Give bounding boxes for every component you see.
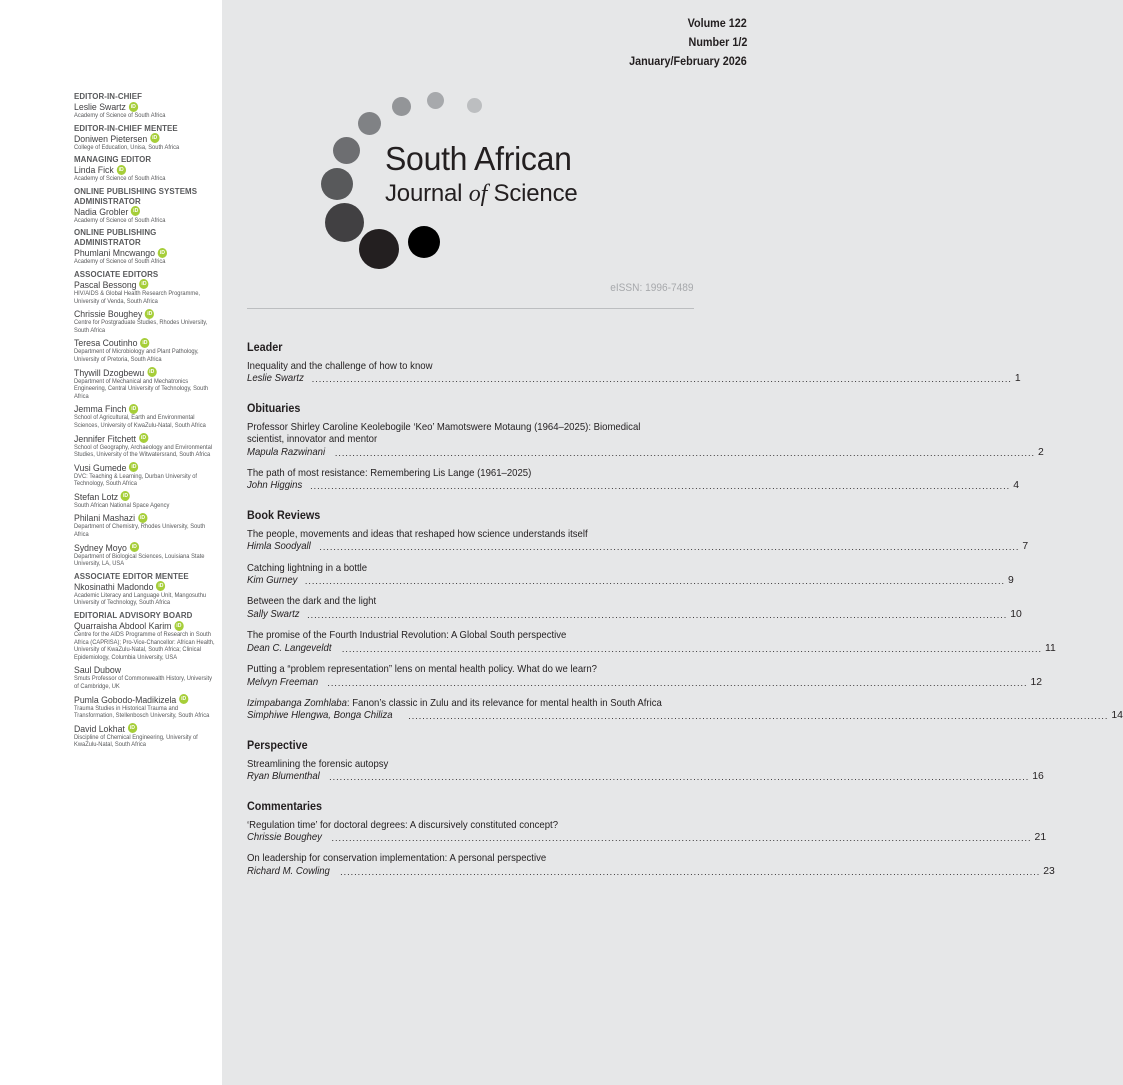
entry-title-text: Inequality and the challenge of how to know: [247, 361, 433, 372]
entry-author-line: [247, 642, 1056, 655]
orcid-icon[interactable]: iD: [156, 581, 165, 591]
entry-page-number: 7: [1022, 541, 1029, 553]
table-of-contents: [247, 340, 1123, 887]
entry-author: Ryan Blumenthal: [247, 771, 320, 783]
board-member: [74, 367, 220, 401]
toc-entry[interactable]: [247, 853, 1055, 878]
member-affiliation: College of Education, Unisa, South Africa: [74, 143, 180, 151]
member-name-row: [74, 512, 210, 523]
board-member: [74, 620, 220, 661]
entry-title[interactable]: [247, 759, 668, 771]
entry-page-number: 21: [1034, 831, 1047, 843]
member-name-row: [74, 694, 210, 705]
board-member: [74, 491, 220, 510]
member-affiliation: Centre for the AIDS Programme of Research in South Africa (CAPRISA); Pro-Vice-Chancellor: African Health, University of KwaZulu-Natal, South Africa; Clinical Epidemiology, Columbia University, USA: [74, 631, 215, 661]
entry-author: Sally Swartz: [247, 608, 300, 620]
entry-title-text: Professor Shirley Caroline Keolebogile ‘Keo’ Mamotswere Motaung (1964–2025): Biomedical scientist, innovator and mentor: [247, 421, 641, 446]
toc-section-heading: Perspective: [247, 737, 308, 752]
dot-leader: ........................................................................................................................................................................................................: [341, 643, 1042, 654]
volume-label: Volume 122: [687, 16, 747, 30]
toc-section-heading: Book Reviews: [247, 507, 321, 522]
dot-leader: ........................................................................................................................................................................................................: [340, 866, 1041, 877]
entry-author: Mapula Razwinani: [247, 446, 326, 458]
member-name: Teresa Coutinho: [74, 337, 138, 349]
entry-author: Dean C. Langeveldt: [247, 642, 332, 654]
entry-author: Himla Soodyall: [247, 541, 311, 553]
board-section-heading: ONLINE PUBLISHING SYSTEMS ADMINISTRATOR: [74, 185, 198, 206]
member-name-row: [74, 279, 210, 290]
member-name-row: [74, 308, 210, 319]
board-member: [74, 337, 220, 363]
member-name-row: [74, 462, 210, 473]
entry-author-line: [247, 373, 1021, 385]
orcid-icon[interactable]: iD: [129, 462, 138, 472]
member-affiliation: Department of Biological Sciences, Louisiana State University, LA, USA: [74, 552, 205, 568]
board-section-heading: ONLINE PUBLISHING ADMINISTRATOR: [74, 227, 157, 248]
logo-dot: [427, 92, 444, 109]
member-name: Nkosinathi Madondo: [74, 580, 154, 592]
entry-author-line: [247, 575, 1014, 587]
entry-title-text: The path of most resistance: Remembering Lis Lange (1961–2025): [247, 468, 532, 480]
board-member: [74, 308, 220, 334]
dot-leader: ........................................................................................................................................................................................................: [408, 711, 1109, 722]
member-name: Linda Fick: [74, 164, 114, 176]
entry-title-text: ‘Regulation time’ for doctoral degrees: A discursively constituted concept?: [247, 819, 559, 831]
logo-dot: [392, 97, 411, 116]
member-affiliation: School of Agricultural, Earth and Environmental Sciences, University of KwaZulu-Natal, South Africa: [74, 414, 206, 429]
orcid-icon[interactable]: iD: [117, 165, 126, 175]
entry-title[interactable]: [247, 630, 668, 642]
toc-entry[interactable]: [247, 528, 1029, 554]
entry-title-text: Catching lightning in a bottle: [247, 562, 368, 574]
board-member: [74, 462, 220, 488]
board-member: [74, 206, 220, 225]
board-member: [74, 247, 220, 266]
eissn-label: eISSN: 1996-7489: [610, 282, 694, 294]
dot-leader: ........................................................................................................................................................................................................: [310, 481, 1011, 492]
entry-title[interactable]: [247, 853, 668, 865]
entry-title-text: : Fanon’s classic in Zulu and its relevance for mental health in South Africa: [346, 697, 662, 709]
member-name: Quarraisha Abdool Karim: [74, 620, 172, 632]
entry-title[interactable]: [247, 361, 668, 373]
board-member: [74, 101, 220, 120]
header-divider: [247, 308, 694, 309]
member-name-row: [74, 620, 210, 631]
orcid-icon[interactable]: iD: [128, 723, 137, 733]
entry-author-line: [247, 676, 1043, 689]
member-name: Vusi Gumede: [74, 461, 127, 473]
member-affiliation: Academy of Science of South Africa: [74, 258, 166, 266]
journal-name-line2: Journal of Science: [385, 180, 578, 207]
entry-title-text: Streamlining the forensic autopsy: [247, 758, 389, 770]
orcid-icon[interactable]: iD: [121, 491, 130, 501]
member-name: Stefan Lotz: [74, 490, 119, 502]
issue-date-label: January/February 2026: [629, 54, 747, 68]
member-name: David Lokhat: [74, 722, 125, 734]
orcid-icon[interactable]: iD: [139, 279, 148, 289]
logo-dot: [408, 226, 440, 258]
member-name-row: [74, 664, 210, 675]
orcid-icon[interactable]: iD: [131, 206, 140, 216]
orcid-icon[interactable]: iD: [130, 542, 139, 552]
entry-author-line: [247, 480, 1019, 492]
board-section-heading: EDITOR-IN-CHIEF MENTEE: [74, 122, 178, 133]
entry-title-text: Between the dark and the light: [247, 596, 377, 608]
entry-title[interactable]: [247, 596, 668, 608]
entry-author: Simphiwe Hlengwa, Bonga Chiliza: [247, 710, 393, 722]
board-member: [74, 694, 220, 720]
entry-title-text: The promise of the Fourth Industrial Revolution: A Global South perspective: [247, 630, 567, 642]
entry-author-line: [247, 710, 1123, 722]
member-affiliation: School of Geography, Archaeology and Environmental Studies, University of the Witwatersrand, South Africa: [74, 443, 213, 459]
member-name-row: [74, 164, 210, 175]
entry-page-number: 16: [1032, 771, 1044, 783]
member-affiliation: Smuts Professor of Commonwealth History, University of Cambridge, UK: [74, 675, 213, 690]
toc-entry[interactable]: [247, 468, 1019, 493]
board-section-heading: EDITOR-IN-CHIEF: [74, 91, 143, 101]
member-name-row: [74, 581, 210, 592]
orcid-icon[interactable]: iD: [174, 621, 183, 631]
dot-leader: ........................................................................................................................................................................................................: [331, 832, 1032, 843]
member-affiliation: HIV/AIDS & Global Health Research Programme, University of Venda, South Africa: [74, 289, 201, 305]
toc-entry[interactable]: [247, 697, 1123, 723]
board-member: [74, 723, 220, 749]
entry-page-number: 4: [1013, 480, 1019, 492]
board-member: [74, 279, 220, 305]
member-affiliation: Academy of Science of South Africa: [74, 175, 166, 183]
member-affiliation: Department of Microbiology and Plant Pathology, University of Pretoria, South Africa: [74, 348, 199, 363]
entry-title[interactable]: [247, 820, 668, 832]
member-name-row: [74, 206, 210, 217]
board-section-heading: ASSOCIATE EDITORS: [74, 268, 159, 279]
logo-dot: [467, 98, 482, 113]
member-name-row: [74, 337, 210, 348]
dot-leader: ........................................................................................................................................................................................................: [307, 609, 1008, 620]
journal-name-line1: South African: [385, 140, 572, 177]
entry-page-number: 14: [1111, 710, 1123, 722]
member-name: Jemma Finch: [74, 403, 127, 415]
member-name-row: [74, 542, 210, 553]
logo-dot: [358, 112, 381, 135]
entry-title-italic: Izimpabanga Zomhlaba: [247, 697, 347, 709]
orcid-icon[interactable]: iD: [150, 133, 159, 143]
member-name: Thywill Dzogbewu: [74, 366, 145, 378]
entry-page-number: 23: [1043, 865, 1055, 877]
member-name: Sydney Moyo: [74, 541, 127, 553]
member-name: Philani Mashazi: [74, 512, 136, 524]
orcid-icon[interactable]: iD: [138, 513, 147, 523]
dot-leader: ........................................................................................................................................................................................................: [311, 374, 1012, 385]
toc-entry[interactable]: [247, 562, 1014, 588]
member-name: Nadia Grobler: [74, 205, 129, 217]
member-affiliation: Department of Chemistry, Rhodes University, South Africa: [74, 523, 206, 539]
member-name: Leslie Swartz: [74, 101, 126, 112]
board-member: [74, 164, 220, 183]
entry-page-number: 1: [1014, 373, 1021, 385]
board-member: [74, 542, 220, 568]
entry-author-line: [247, 865, 1055, 878]
board-member: [74, 512, 220, 538]
member-name-row: [74, 101, 210, 112]
orcid-icon[interactable]: iD: [129, 102, 138, 112]
entry-title[interactable]: [247, 698, 668, 710]
entry-page-number: 2: [1038, 446, 1044, 458]
orcid-icon[interactable]: iD: [158, 248, 167, 258]
board-member: [74, 664, 220, 690]
member-affiliation: Academy of Science of South Africa: [74, 216, 166, 224]
member-name-row: [74, 723, 210, 734]
dot-leader: ........................................................................................................................................................................................................: [304, 576, 1005, 587]
orcid-icon[interactable]: iD: [129, 404, 138, 414]
member-name-row: [74, 247, 210, 258]
logo-dot: [333, 137, 360, 164]
entry-page-number: 9: [1007, 575, 1014, 587]
member-name: Saul Dubow: [74, 664, 122, 676]
editorial-board-list: [74, 90, 220, 752]
entry-author: Melvyn Freeman: [247, 676, 319, 688]
orcid-icon[interactable]: iD: [145, 309, 154, 319]
entry-title-text: On leadership for conservation implementation: A personal perspective: [247, 853, 547, 865]
entry-page-number: 12: [1030, 676, 1043, 688]
entry-title[interactable]: [247, 664, 668, 676]
orcid-icon[interactable]: iD: [140, 338, 149, 348]
member-name: Pumla Gobodo-Madikizela: [74, 693, 177, 705]
entry-title-text: The people, movements and ideas that reshaped how science understands itself: [247, 528, 588, 540]
dot-leader: ........................................................................................................................................................................................................: [319, 542, 1020, 553]
entry-title[interactable]: [247, 422, 668, 447]
entry-author: Leslie Swartz: [247, 373, 304, 385]
entry-page-number: 10: [1010, 608, 1022, 620]
member-name: Jennifer Fitchett: [74, 432, 137, 444]
member-affiliation: DVC: Teaching & Learning, Durban University of Technology, South Africa: [74, 472, 198, 488]
member-name: Phumlani Mncwango: [74, 247, 155, 259]
member-name: Doniwen Pietersen: [74, 132, 148, 144]
member-affiliation: Centre for Postgraduate Studies, Rhodes University, South Africa: [74, 319, 208, 334]
member-name: Chrissie Boughey: [74, 308, 143, 320]
entry-title-text: Putting a “problem representation” lens on mental health policy. What do we learn?: [247, 664, 598, 676]
member-affiliation: Department of Mechanical and Mechatronics Engineering, Central University of Technology, South Africa: [74, 377, 209, 400]
entry-author-line: [247, 446, 1044, 459]
toc-entry[interactable]: [247, 664, 1043, 689]
member-affiliation: Academy of Science of South Africa: [74, 112, 166, 119]
member-affiliation: Discipline of Chemical Engineering, University of KwaZulu-Natal, South Africa: [74, 733, 198, 749]
orcid-icon[interactable]: iD: [139, 433, 148, 443]
toc-entry[interactable]: [247, 819, 1047, 845]
entry-page-number: 11: [1044, 642, 1056, 654]
board-section-heading: MANAGING EDITOR: [74, 154, 152, 165]
dot-leader: ........................................................................................................................................................................................................: [327, 677, 1028, 688]
dot-leader: ........................................................................................................................................................................................................: [334, 447, 1036, 458]
entry-author: John Higgins: [247, 480, 303, 492]
toc-entry[interactable]: [247, 630, 1056, 655]
toc-entry[interactable]: [247, 596, 1022, 621]
member-name-row: [74, 133, 210, 144]
entry-title[interactable]: [247, 529, 668, 541]
entry-author-line: [247, 541, 1029, 553]
toc-section-heading: Obituaries: [247, 400, 301, 415]
toc-entry[interactable]: [247, 758, 1044, 784]
member-name-row: [74, 403, 210, 414]
member-affiliation: Trauma Studies in Historical Trauma and Transformation, Stellenbosch University, South Africa: [74, 704, 210, 720]
entry-author: Chrissie Boughey: [247, 831, 322, 843]
orcid-icon[interactable]: iD: [147, 367, 156, 377]
board-member: [74, 403, 220, 429]
member-affiliation: Academic Literacy and Language Unit, Mangosuthu University of Technology, South Africa: [74, 591, 207, 607]
board-member: [74, 581, 220, 607]
entry-author-line: [247, 608, 1022, 621]
logo-dot: [325, 203, 364, 242]
member-name-row: [74, 433, 210, 444]
member-name: Pascal Bessong: [74, 278, 137, 290]
board-member: [74, 133, 220, 152]
entry-author-line: [247, 771, 1044, 783]
orcid-icon[interactable]: iD: [179, 694, 188, 704]
member-affiliation: South African National Space Agency: [74, 501, 170, 509]
issue-number-label: Number 1/2: [688, 35, 747, 49]
entry-title[interactable]: [247, 468, 668, 480]
dot-leader: ........................................................................................................................................................................................................: [329, 772, 1030, 783]
logo-dot: [359, 229, 399, 269]
entry-title[interactable]: [247, 563, 668, 575]
toc-entry[interactable]: [247, 361, 1021, 386]
entry-author-line: [247, 831, 1047, 844]
toc-entry[interactable]: [247, 421, 1044, 459]
toc-section-heading: Commentaries: [247, 798, 323, 813]
editorial-sidebar: [0, 0, 222, 1085]
member-name-row: [74, 491, 210, 502]
toc-section-heading: Leader: [247, 340, 283, 354]
member-name-row: [74, 367, 210, 378]
entry-author: Kim Gurney: [247, 575, 298, 587]
board-member: [74, 433, 220, 459]
entry-author: Richard M. Cowling: [247, 865, 330, 877]
logo-dot: [321, 168, 353, 200]
board-section-heading: ASSOCIATE EDITOR MENTEE: [74, 570, 189, 581]
board-section-heading: EDITORIAL ADVISORY BOARD: [74, 610, 193, 621]
